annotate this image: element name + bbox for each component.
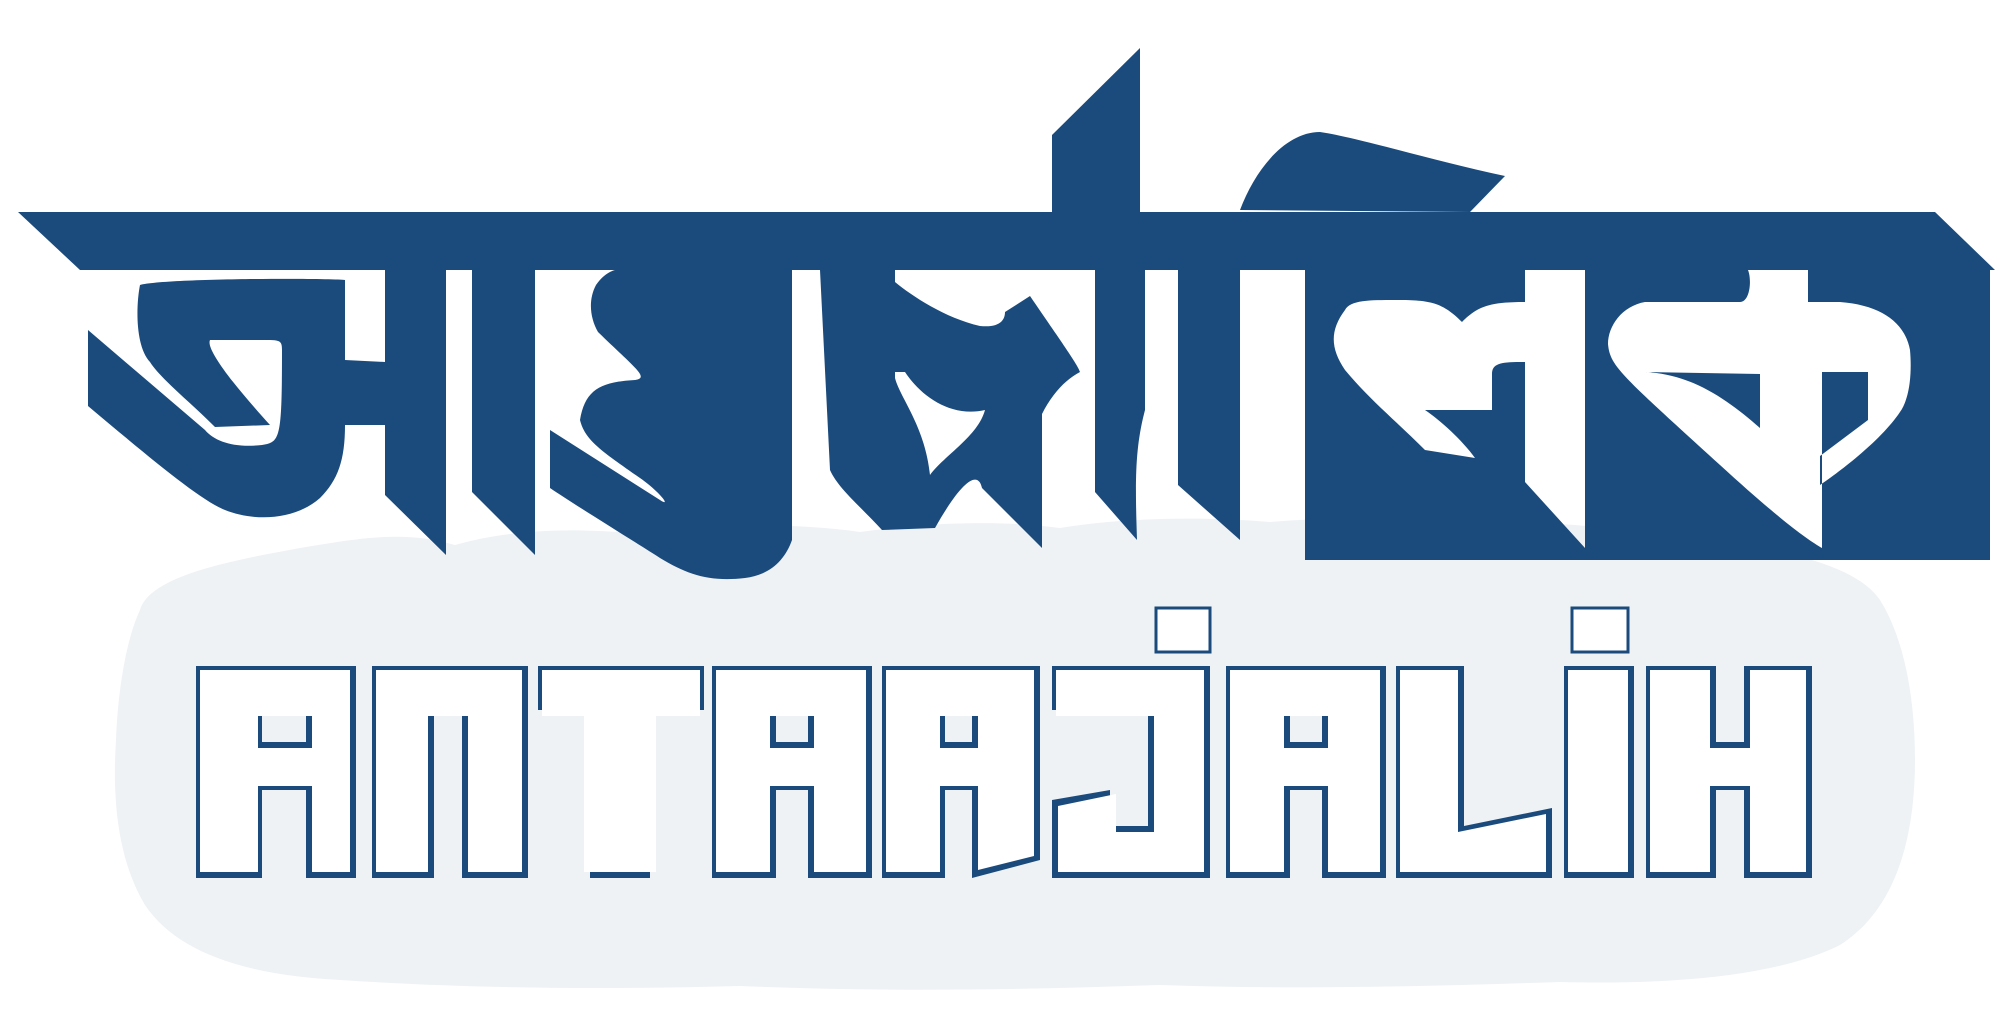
bengali-title-text: আন্তর্জালিক (997, 1020, 1003, 1021)
latin-title-text: ANTARJALIK (936, 1010, 1064, 1011)
bengali-glyph-5 (1095, 270, 1145, 540)
accent-i (1572, 608, 1628, 652)
letter-i (1568, 670, 1628, 872)
bengali-glyph-2 (472, 270, 535, 555)
bengali-glyph-4 (820, 270, 1080, 548)
bengali-upper-curve (1240, 132, 1505, 212)
bengali-glyph-6 (1178, 270, 1240, 540)
bengali-headline-bar (18, 130, 1995, 270)
bengali-glyph-1 (88, 270, 446, 555)
bengali-glyph-7 (1305, 270, 1990, 560)
accent-j (1156, 608, 1210, 652)
bengali-wordmark (18, 48, 1995, 579)
